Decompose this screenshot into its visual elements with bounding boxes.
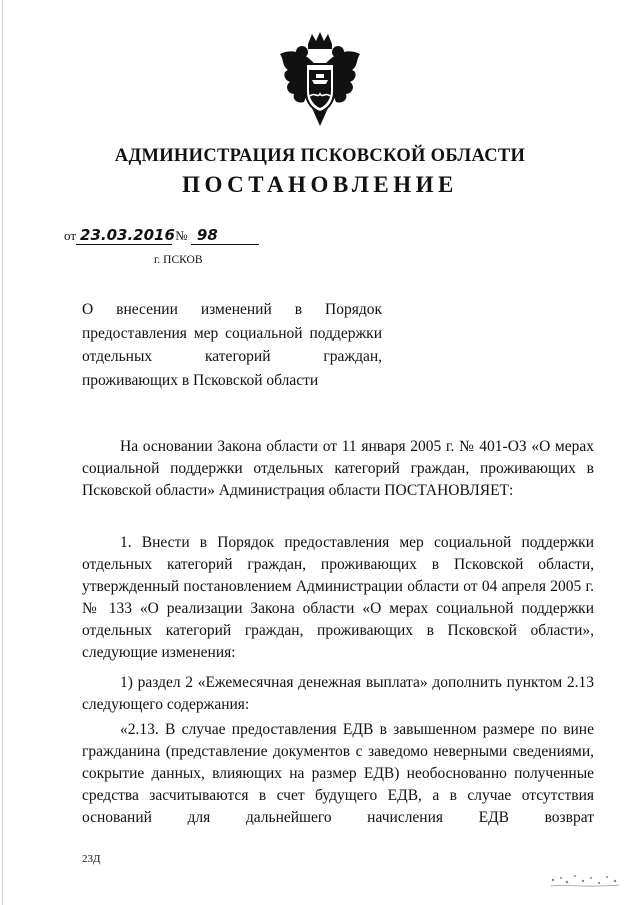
footer-code: 23Д: [82, 853, 101, 865]
registration-stamp-mark: [545, 866, 625, 894]
city-label: г. ПСКОВ: [154, 254, 203, 266]
number-label: №: [175, 228, 188, 243]
page-edge-line: [2, 0, 3, 905]
organization-title: АДМИНИСТРАЦИЯ ПСКОВСКОЙ ОБЛАСТИ: [114, 146, 526, 166]
body-paragraph-4: «2.13. В случае предоставления ЕДВ в завышенном размере по вине гражданина (представление документов с заведомо неверными сведениями, сокрытие данных, влияющих на размер ЕДВ) необоснованно полученные средства засчитываются в счет будущего ЕДВ, а в случае отсутствия оснований для дальнейшего начисления ЕДВ возврат: [82, 721, 594, 826]
date-prefix: от: [64, 228, 77, 243]
document-type-title: ПОСТАНОВЛЕНИЕ: [182, 172, 458, 197]
coat-of-arms-emblem: [272, 30, 368, 130]
handwritten-date: 23.03.2016: [76, 226, 172, 245]
document-subject: О внесении изменений в Порядок предоставления мер социальной поддержки отдельных категорий граждан, проживающих в Псковской области: [82, 301, 382, 389]
handwritten-number: 98: [191, 226, 259, 245]
body-paragraph-3: 1) раздел 2 «Ежемесячная денежная выплата» дополнить пунктом 2.13 следующего содержания:: [82, 674, 594, 713]
date-number-line: [64, 226, 259, 245]
body-paragraph-1: На основании Закона области от 11 января 2005 г. № 401-ОЗ «О мерах социальной поддержки отдельных категорий граждан, проживающих в Псковской области» Администрация области ПОСТАНОВЛЯЕТ:: [82, 438, 594, 499]
body-paragraph-2: 1. Внести в Порядок предоставления мер социальной поддержки отдельных категорий граждан, проживающих в Псковской области, утвержденный постановлением Администрации области от 04 апреля 2005 г. № 133 «О реализации Закона области «О мерах социальной поддержки отдельных категорий граждан, проживающих в Псковской области», следующие изменения:: [82, 534, 594, 661]
